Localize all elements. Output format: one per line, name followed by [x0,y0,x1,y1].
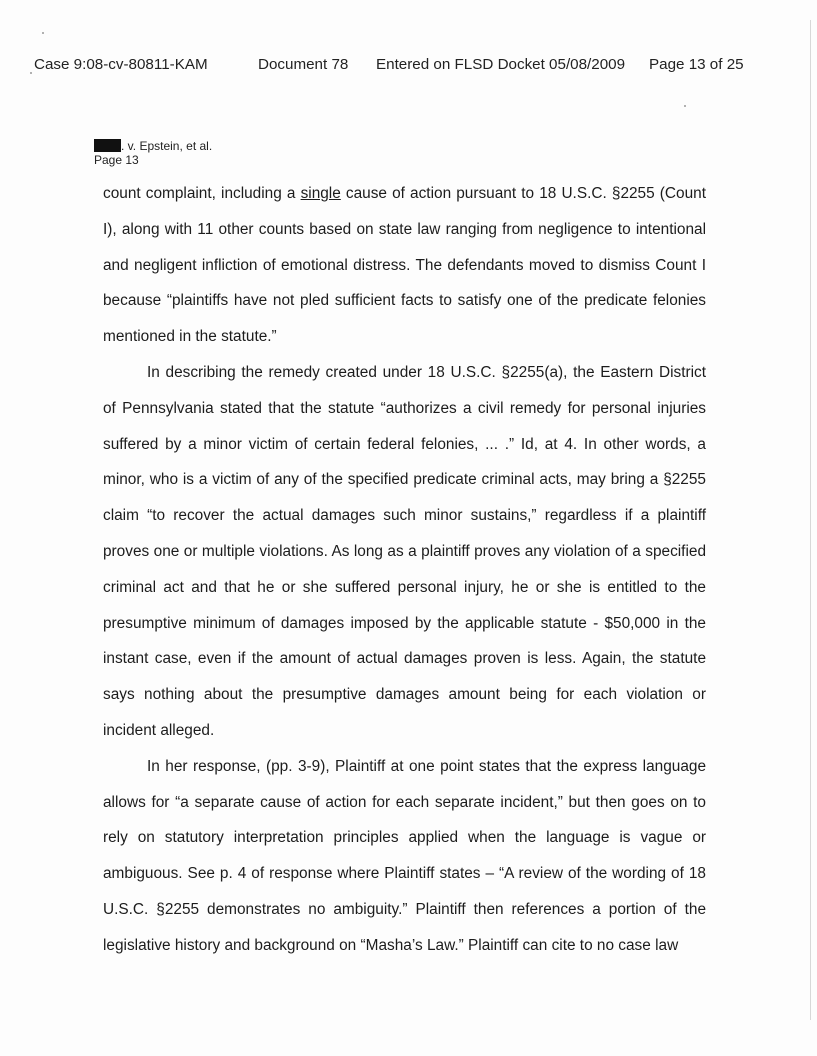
header-entered-date: Entered on FLSD Docket 05/08/2009 [376,56,626,73]
case-caption [94,139,212,167]
header-document-number: Document 78 [258,56,349,73]
scan-speck [684,105,686,107]
scan-speck [30,72,32,74]
paragraph-1-text-a: count complaint, including a [103,185,301,202]
header-case-number: Case 9:08-cv-80811-KAM [34,56,208,73]
document-body [103,176,706,964]
paragraph-2: In describing the remedy created under 18 U.S.C. §2255(a), the Eastern District of Pennsylvania stated that the statute “authorizes a civil remedy for personal injuries suffered by a minor victim of certain federal felonies, ... .” Id, at 4. In other words, a minor, who is a victim of any of the specified predicate criminal acts, may bring a §2255 claim “to recover the actual damages such minor sustains,” regardless if a plaintiff proves one or multiple violations. As long as a plaintiff proves any violation of a specified criminal act and that he or she suffered personal injury, he or she is entitled to the presumptive minimum of damages imposed by the applicable statute - $50,000 in the instant case, even if the amount of actual damages proven is less. Again, the statute says nothing about the presumptive damages amount being for each violation or incident alleged. [103,363,706,739]
caption-title: . v. Epstein, et al. [121,139,213,153]
paragraph-1 [103,176,706,355]
redaction-block [94,139,121,152]
paragraph-1-text-b: cause of action pursuant to 18 U.S.C. §2255 (Count I), along with 11 other counts based on state law ranging from negligence to intentional and negligent infliction of emotional distress. The defendants moved to dismiss Count I because “plaintiffs have not pled sufficient facts to satisfy one of the predicate felonies mentioned in the statute.” [103,185,706,346]
caption-page: Page 13 [94,153,139,167]
header-page-number: Page 13 of 25 [649,56,744,73]
underlined-word: single [300,185,341,202]
scan-speck [42,32,44,34]
scan-edge [810,20,811,1020]
paragraph-3: In her response, (pp. 3-9), Plaintiff at one point states that the express language allows for “a separate cause of action for each separate incident,” but then goes on to rely on statutory interpretation principles applied when the language is vague or ambiguous. See p. 4 of response where Plaintiff states – “A review of the wording of 18 U.S.C. §2255 demonstrates no ambiguity.” Plaintiff then references a portion of the legislative history and background on “Masha’s Law.” Plaintiff can cite to no case law [103,757,706,954]
